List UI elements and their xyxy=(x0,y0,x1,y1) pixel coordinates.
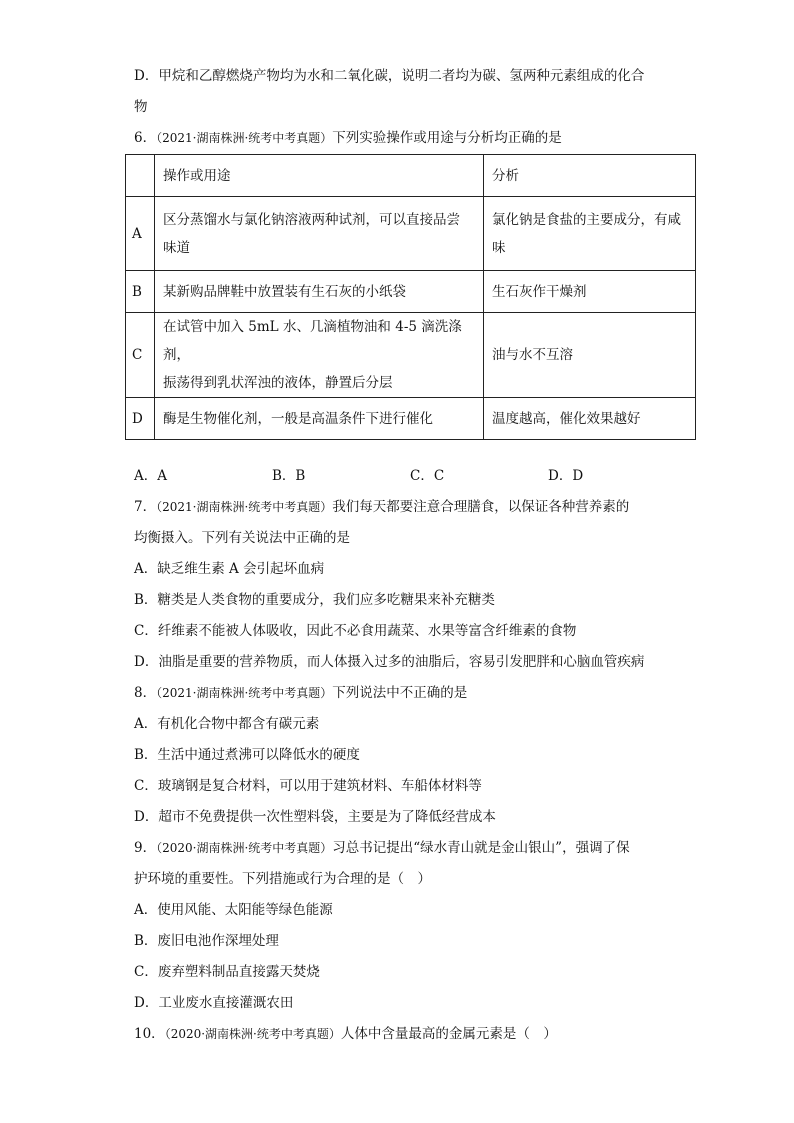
q9-stem-line1 xyxy=(134,838,630,858)
q6-row-a-analysis-line1: 氯化钠是食盐的主要成分，有咸 xyxy=(492,211,681,228)
q6-row-operation: 某新购品牌鞋中放置装有生石灰的小纸袋 xyxy=(155,271,484,313)
q6-row-operation xyxy=(155,197,484,271)
q8-option-d[interactable]: D．超市不免费提供一次性塑料袋，主要是为了降低经营成本 xyxy=(134,809,496,825)
q10-question: 人体中含量最高的金属元素是（ ） xyxy=(340,1026,557,1042)
q10-number: 10． xyxy=(134,1026,165,1042)
q8-stem xyxy=(134,683,467,703)
q5-option-d-line1: D．甲烷和乙醇燃烧产物均为水和二氧化碳，说明二者均为碳、氢两种元素组成的化合 xyxy=(134,68,645,84)
q7-option-b[interactable]: B．糖类是人类食物的重要成分，我们应多吃糖果来补充糖类 xyxy=(134,592,495,608)
q6-row-label: A xyxy=(126,197,155,271)
q6-row-analysis: 生石灰作干燥剂 xyxy=(484,271,696,313)
q6-number: 6． xyxy=(134,130,157,146)
q6-row-analysis: 温度越高，催化效果越好 xyxy=(484,398,696,440)
q6-header-analysis: 分析 xyxy=(484,155,696,197)
q8-number: 8． xyxy=(134,685,157,701)
q7-option-c[interactable]: C．纤维素不能被人体吸收，因此不必食用蔬菜、水果等富含纤维素的食物 xyxy=(134,623,577,639)
q6-row-operation: 酶是生物催化剂，一般是高温条件下进行催化 xyxy=(155,398,484,440)
q6-row-label: D xyxy=(126,398,155,440)
q8-option-a[interactable]: A．有机化合物中都含有碳元素 xyxy=(134,716,320,732)
q7-number: 7． xyxy=(134,499,157,515)
q9-option-a[interactable]: A．使用风能、太阳能等绿色能源 xyxy=(134,902,333,918)
q6-table-row-b xyxy=(126,271,696,313)
q9-question: 习总书记提出“绿水青山就是金山银山”，强调了保 xyxy=(332,840,630,856)
q6-stem xyxy=(134,128,562,148)
q8-source: （2021·湖南株洲·统考中考真题） xyxy=(156,686,333,700)
q9-stem-line2: 护环境的重要性。下列措施或行为合理的是（ ） xyxy=(134,871,431,887)
q7-option-a[interactable]: A．缺乏维生素 A 会引起坏血病 xyxy=(134,561,325,577)
q9-number: 9． xyxy=(134,840,157,856)
q9-source: （2020·湖南株洲·统考中考真题） xyxy=(156,841,333,855)
q6-row-c-op-line1: 在试管中加入 5mL 水、几滴植物油和 4-5 滴洗涤剂， xyxy=(163,319,462,363)
q6-question: 下列实验操作或用途与分析均正确的是 xyxy=(332,130,562,146)
q7-source: （2021·湖南株洲·统考中考真题） xyxy=(156,500,333,514)
q6-header-operation: 操作或用途 xyxy=(155,155,484,197)
q6-table-row-a xyxy=(126,197,696,271)
q6-row-c-op-line2: 振荡得到乳状浑浊的液体，静置后分层 xyxy=(163,375,393,391)
q5-option-d-line2: 物 xyxy=(134,99,148,115)
q7-stem-line2: 均衡摄入。下列有关说法中正确的是 xyxy=(134,530,350,546)
q6-choice-d[interactable]: D．D xyxy=(548,468,584,484)
q8-option-b[interactable]: B．生活中通过煮沸可以降低水的硬度 xyxy=(134,747,360,763)
q6-row-label: B xyxy=(126,271,155,313)
q6-source: （2021·湖南株洲·统考中考真题） xyxy=(156,131,333,145)
q6-row-analysis xyxy=(484,197,696,271)
q6-row-a-op-line2: 味道 xyxy=(163,239,190,256)
q6-header-blank xyxy=(126,155,155,197)
q6-table-row-d xyxy=(126,398,696,440)
q6-row-analysis: 油与水不互溶 xyxy=(484,313,696,398)
q7-option-d[interactable]: D．油脂是重要的营养物质，而人体摄入过多的油脂后，容易引发肥胖和心脑血管疾病 xyxy=(134,654,645,670)
q9-option-d[interactable]: D．工业废水直接灌溉农田 xyxy=(134,995,294,1011)
q6-row-label: C xyxy=(126,313,155,398)
q6-choice-c[interactable]: C．C xyxy=(410,468,445,484)
q6-table-header-row xyxy=(126,155,696,197)
q9-option-b[interactable]: B．废旧电池作深埋处理 xyxy=(134,933,279,949)
q6-row-operation xyxy=(155,313,484,398)
q7-question: 我们每天都要注意合理膳食，以保证各种营养素的 xyxy=(332,499,630,515)
q10-stem xyxy=(134,1024,557,1044)
q6-table-row-c xyxy=(126,313,696,398)
q6-row-a-analysis-line2: 味 xyxy=(492,239,506,256)
q10-source: （2020·湖南株洲·统考中考真题） xyxy=(164,1027,341,1041)
q6-choice-a[interactable]: A．A xyxy=(134,468,167,484)
q7-stem-line1 xyxy=(134,497,629,517)
q9-option-c[interactable]: C．废弃塑料制品直接露天焚烧 xyxy=(134,964,320,980)
q6-table xyxy=(125,154,696,440)
q6-choice-b[interactable]: B．B xyxy=(272,468,306,484)
q8-question: 下列说法中不正确的是 xyxy=(332,685,468,701)
q6-row-a-op-line1: 区分蒸馏水与氯化钠溶液两种试剂，可以直接品尝 xyxy=(163,211,460,228)
q8-option-c[interactable]: C．玻璃钢是复合材料，可以用于建筑材料、车船体材料等 xyxy=(134,778,482,794)
